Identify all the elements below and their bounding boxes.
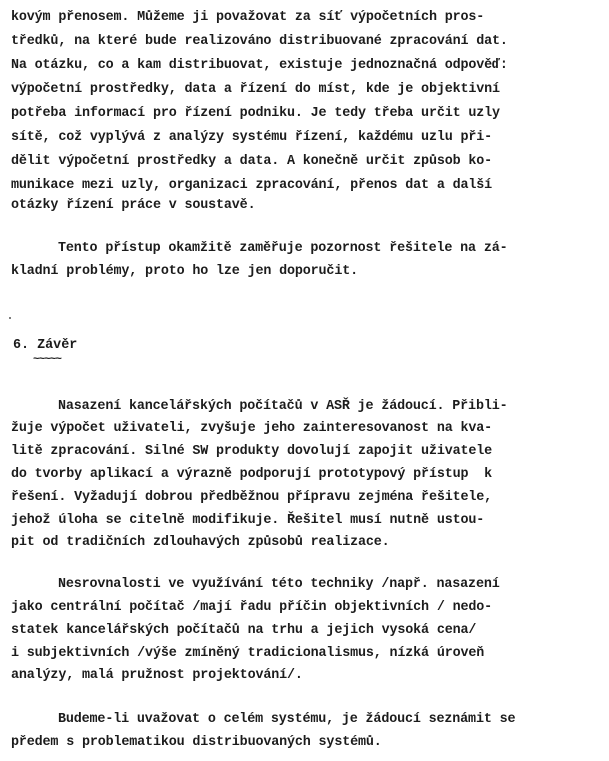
text-line: potřeba informací pro řízení podniku. Je tedy třeba určit uzly: [11, 106, 500, 121]
text-line: analýzy, malá pružnost projektování/.: [11, 668, 303, 683]
text-line: výpočetní prostředky, data a řízení do míst, kde je objektivní: [11, 82, 500, 97]
section-heading: 6. Závěr: [13, 338, 78, 353]
text-line: kladní problémy, proto ho lze jen doporučit.: [11, 264, 358, 279]
text-line: Nesrovnalosti ve využívání této techniky /např. nasazení: [58, 577, 500, 592]
text-line: tředků, na které bude realizováno distribuované zpracování dat.: [11, 34, 508, 49]
text-line: jako centrální počítač /mají řadu příčin objektivních / nedo-: [11, 600, 493, 615]
text-line: Tento přístup okamžitě zaměřuje pozornost řešitele na zá-: [58, 241, 508, 256]
text-line: předem s problematikou distribuovaných systémů.: [11, 735, 382, 750]
text-line: žuje výpočet uživateli, zvyšuje jeho zainteresovanost na kva-: [11, 421, 493, 436]
text-line: Nasazení kancelářských počítačů v ASŘ je žádoucí. Přibli-: [58, 399, 508, 414]
heading-underline: ~~~~~: [33, 354, 62, 366]
text-line: kovým přenosem. Můžeme ji považovat za síť výpočetních pros-: [11, 10, 485, 25]
text-line: jehož úloha se citelně modifikuje. Řešitel musí nutně ustou-: [11, 513, 485, 528]
text-line: pit od tradičních zdlouhavých způsobů realizace.: [11, 535, 390, 550]
text-line: otázky řízení práce v soustavě.: [11, 198, 256, 213]
text-line: sítě, což vyplývá z analýzy systému řízení, každému uzlu při-: [11, 130, 493, 145]
text-line: munikace mezi uzly, organizaci zpracování, přenos dat a další: [11, 178, 493, 193]
text-line: do tvorby aplikací a výrazně podporují prototypový přístup k: [11, 467, 493, 482]
text-line: litě zpracování. Silné SW produkty dovolují zapojit uživatele: [11, 444, 493, 459]
text-line: i subjektivních /výše zmíněný tradicionalismus, nízká úroveň: [11, 646, 485, 661]
text-line: statek kancelářských počítačů na trhu a jejich vysoká cena/: [11, 623, 477, 638]
scan-speck: [9, 317, 11, 319]
text-line: dělit výpočetní prostředky a data. A konečně určit způsob ko-: [11, 154, 493, 169]
text-line: Na otázku, co a kam distribuovat, existuje jednoznačná odpověď:: [11, 58, 508, 73]
text-line: řešení. Vyžadují dobrou předběžnou přípravu zejména řešitele,: [11, 490, 493, 505]
text-line: Budeme-li uvažovat o celém systému, je žádoucí seznámit se: [58, 712, 516, 727]
